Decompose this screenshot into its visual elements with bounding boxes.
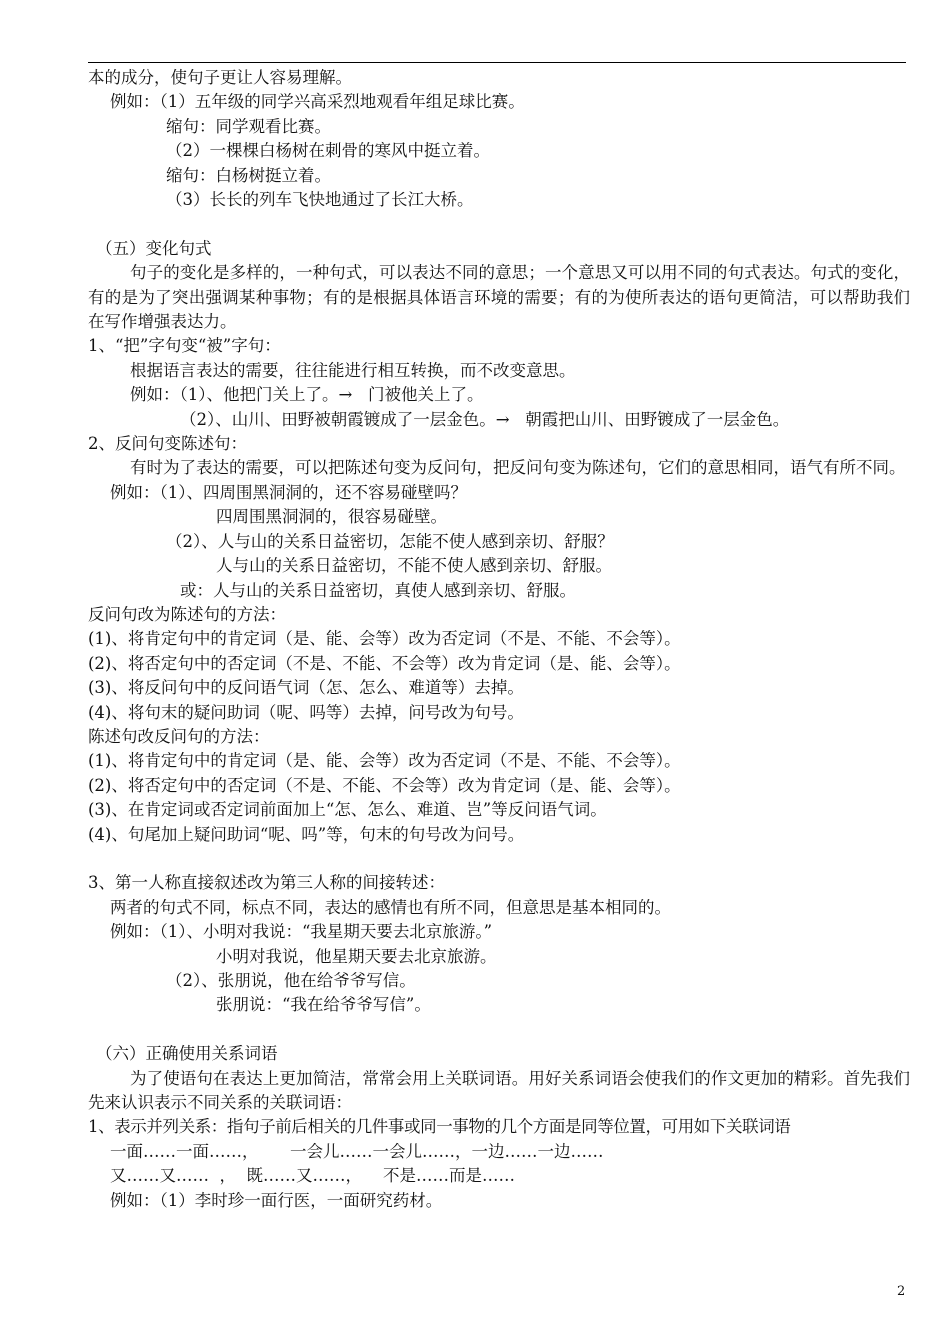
text-line: 根据语言表达的需要，往往能进行相互转换，而不改变意思。 xyxy=(130,360,576,380)
example-line: 小明对我说，他星期天要去北京旅游。 xyxy=(216,946,497,966)
example-line: 人与山的关系日益密切，不能不使人感到亲切、舒服。 xyxy=(216,556,612,576)
conjunction-words: 一面……一面……， 一会儿……一会儿……，一边……一边…… xyxy=(110,1141,604,1161)
page-number: 2 xyxy=(897,1284,906,1299)
example-line: 缩句：同学观看比赛。 xyxy=(166,116,331,136)
item-title: 1、表示并列关系：指句子前后相关的几件事或同一事物的几个方面是同等位置，可用如下关联词语 xyxy=(88,1117,791,1137)
text-line: 两者的句式不同，标点不同，表达的感情也有所不同，但意思是基本相同的。 xyxy=(110,897,671,917)
item-title: 3、第一人称直接叙述改为第三人称的间接转述： xyxy=(88,873,445,893)
example-line: 缩句：白杨树挺立着。 xyxy=(166,165,331,185)
list-item: (2)、将否定句中的否定词（不是、不能、不会等）改为肯定词（是、能、会等）。 xyxy=(88,775,681,795)
item-title: 1、“把”字句变“被”字句： xyxy=(88,336,281,356)
example-line: 例如：（1）五年级的同学兴高采烈地观看年组足球比赛。 xyxy=(110,92,525,112)
list-item: (3)、在肯定词或否定词前面加上“怎、怎么、难道、岂”等反问语气词。 xyxy=(88,800,607,820)
example-line: 例如：（1）、他把门关上了。→ 门被他关上了。 xyxy=(130,385,484,405)
list-item: (3)、将反问句中的反问语气词（怎、怎么、难道等）去掉。 xyxy=(88,678,524,698)
example-line: （2）一棵棵白杨树在刺骨的寒风中挺立着。 xyxy=(166,141,490,161)
example-line: 张朋说：“我在给爷爷写信”。 xyxy=(216,995,431,1015)
header-rule xyxy=(88,62,906,63)
example-line: （2）、张朋说，他在给爷爷写信。 xyxy=(166,971,416,990)
list-item: (4)、将句末的疑问助词（呢、吗等）去掉，问号改为句号。 xyxy=(88,702,524,722)
method-title: 反问句改为陈述句的方法： xyxy=(88,604,286,624)
example-line: （2）、山川、田野被朝霞镀成了一层金色。→ 朝霞把山川、田野镀成了一层金色。 xyxy=(180,409,790,429)
example-line: 或：人与山的关系日益密切，真使人感到亲切、舒服。 xyxy=(180,580,576,600)
example-line: 例如：（1）李时珍一面行医，一面研究药材。 xyxy=(110,1190,443,1210)
example-line: 例如：（1）、四周围黑洞洞的，还不容易碰壁吗？ xyxy=(110,482,467,502)
example-line: （2）、人与山的关系日益密切，怎能不使人感到亲切、舒服？ xyxy=(166,531,614,551)
section-heading: （六）正确使用关系词语 xyxy=(96,1044,278,1064)
list-item: (1)、将肯定句中的肯定词（是、能、会等）改为否定词（不是、不能、不会等）。 xyxy=(88,629,681,649)
item-title: 2、反问句变陈述句： xyxy=(88,434,247,454)
example-line: （3）长长的列车飞快地通过了长江大桥。 xyxy=(166,190,474,210)
example-line: 四周围黑洞洞的，很容易碰壁。 xyxy=(216,507,447,527)
method-title: 陈述句改反问句的方法： xyxy=(88,726,270,746)
list-item: (1)、将肯定句中的肯定词（是、能、会等）改为否定词（不是、不能、不会等）。 xyxy=(88,751,681,771)
list-item: (4)、句尾加上疑问助词“呢、吗”等，句末的句号改为问号。 xyxy=(88,824,525,844)
document-page xyxy=(88,66,910,1213)
paragraph: 有时为了表达的需要，可以把陈述句变为反问句，把反问句变为陈述句，它们的意思相同，语气有所不同。 xyxy=(130,458,906,478)
paragraph: 为了使语句在表达上更加简洁，常常会用上关联词语。用好关系词语会使我们的作文更加的精彩。首先我们先来认识表示不同关系的关联词语： xyxy=(88,1068,910,1113)
paragraph: 句子的变化是多样的，一种句式，可以表达不同的意思；一个意思又可以用不同的句式表达。句式的变化，有的是为了突出强调某种事物；有的是根据具体语言环境的需要；有的为使所表达的语句更简洁，可以帮助我们在写作增强表达力。 xyxy=(88,263,910,332)
list-item: (2)、将否定句中的否定词（不是、不能、不会等）改为肯定词（是、能、会等）。 xyxy=(88,653,681,673)
text-line: 本的成分，使句子更让人容易理解。 xyxy=(88,68,352,87)
conjunction-words: 又……又…… ， 既……又……， 不是……而是…… xyxy=(110,1166,515,1186)
section-heading: （五）变化句式 xyxy=(96,238,212,258)
example-line: 例如：（1）、小明对我说：“我星期天要去北京旅游。” xyxy=(110,922,493,942)
